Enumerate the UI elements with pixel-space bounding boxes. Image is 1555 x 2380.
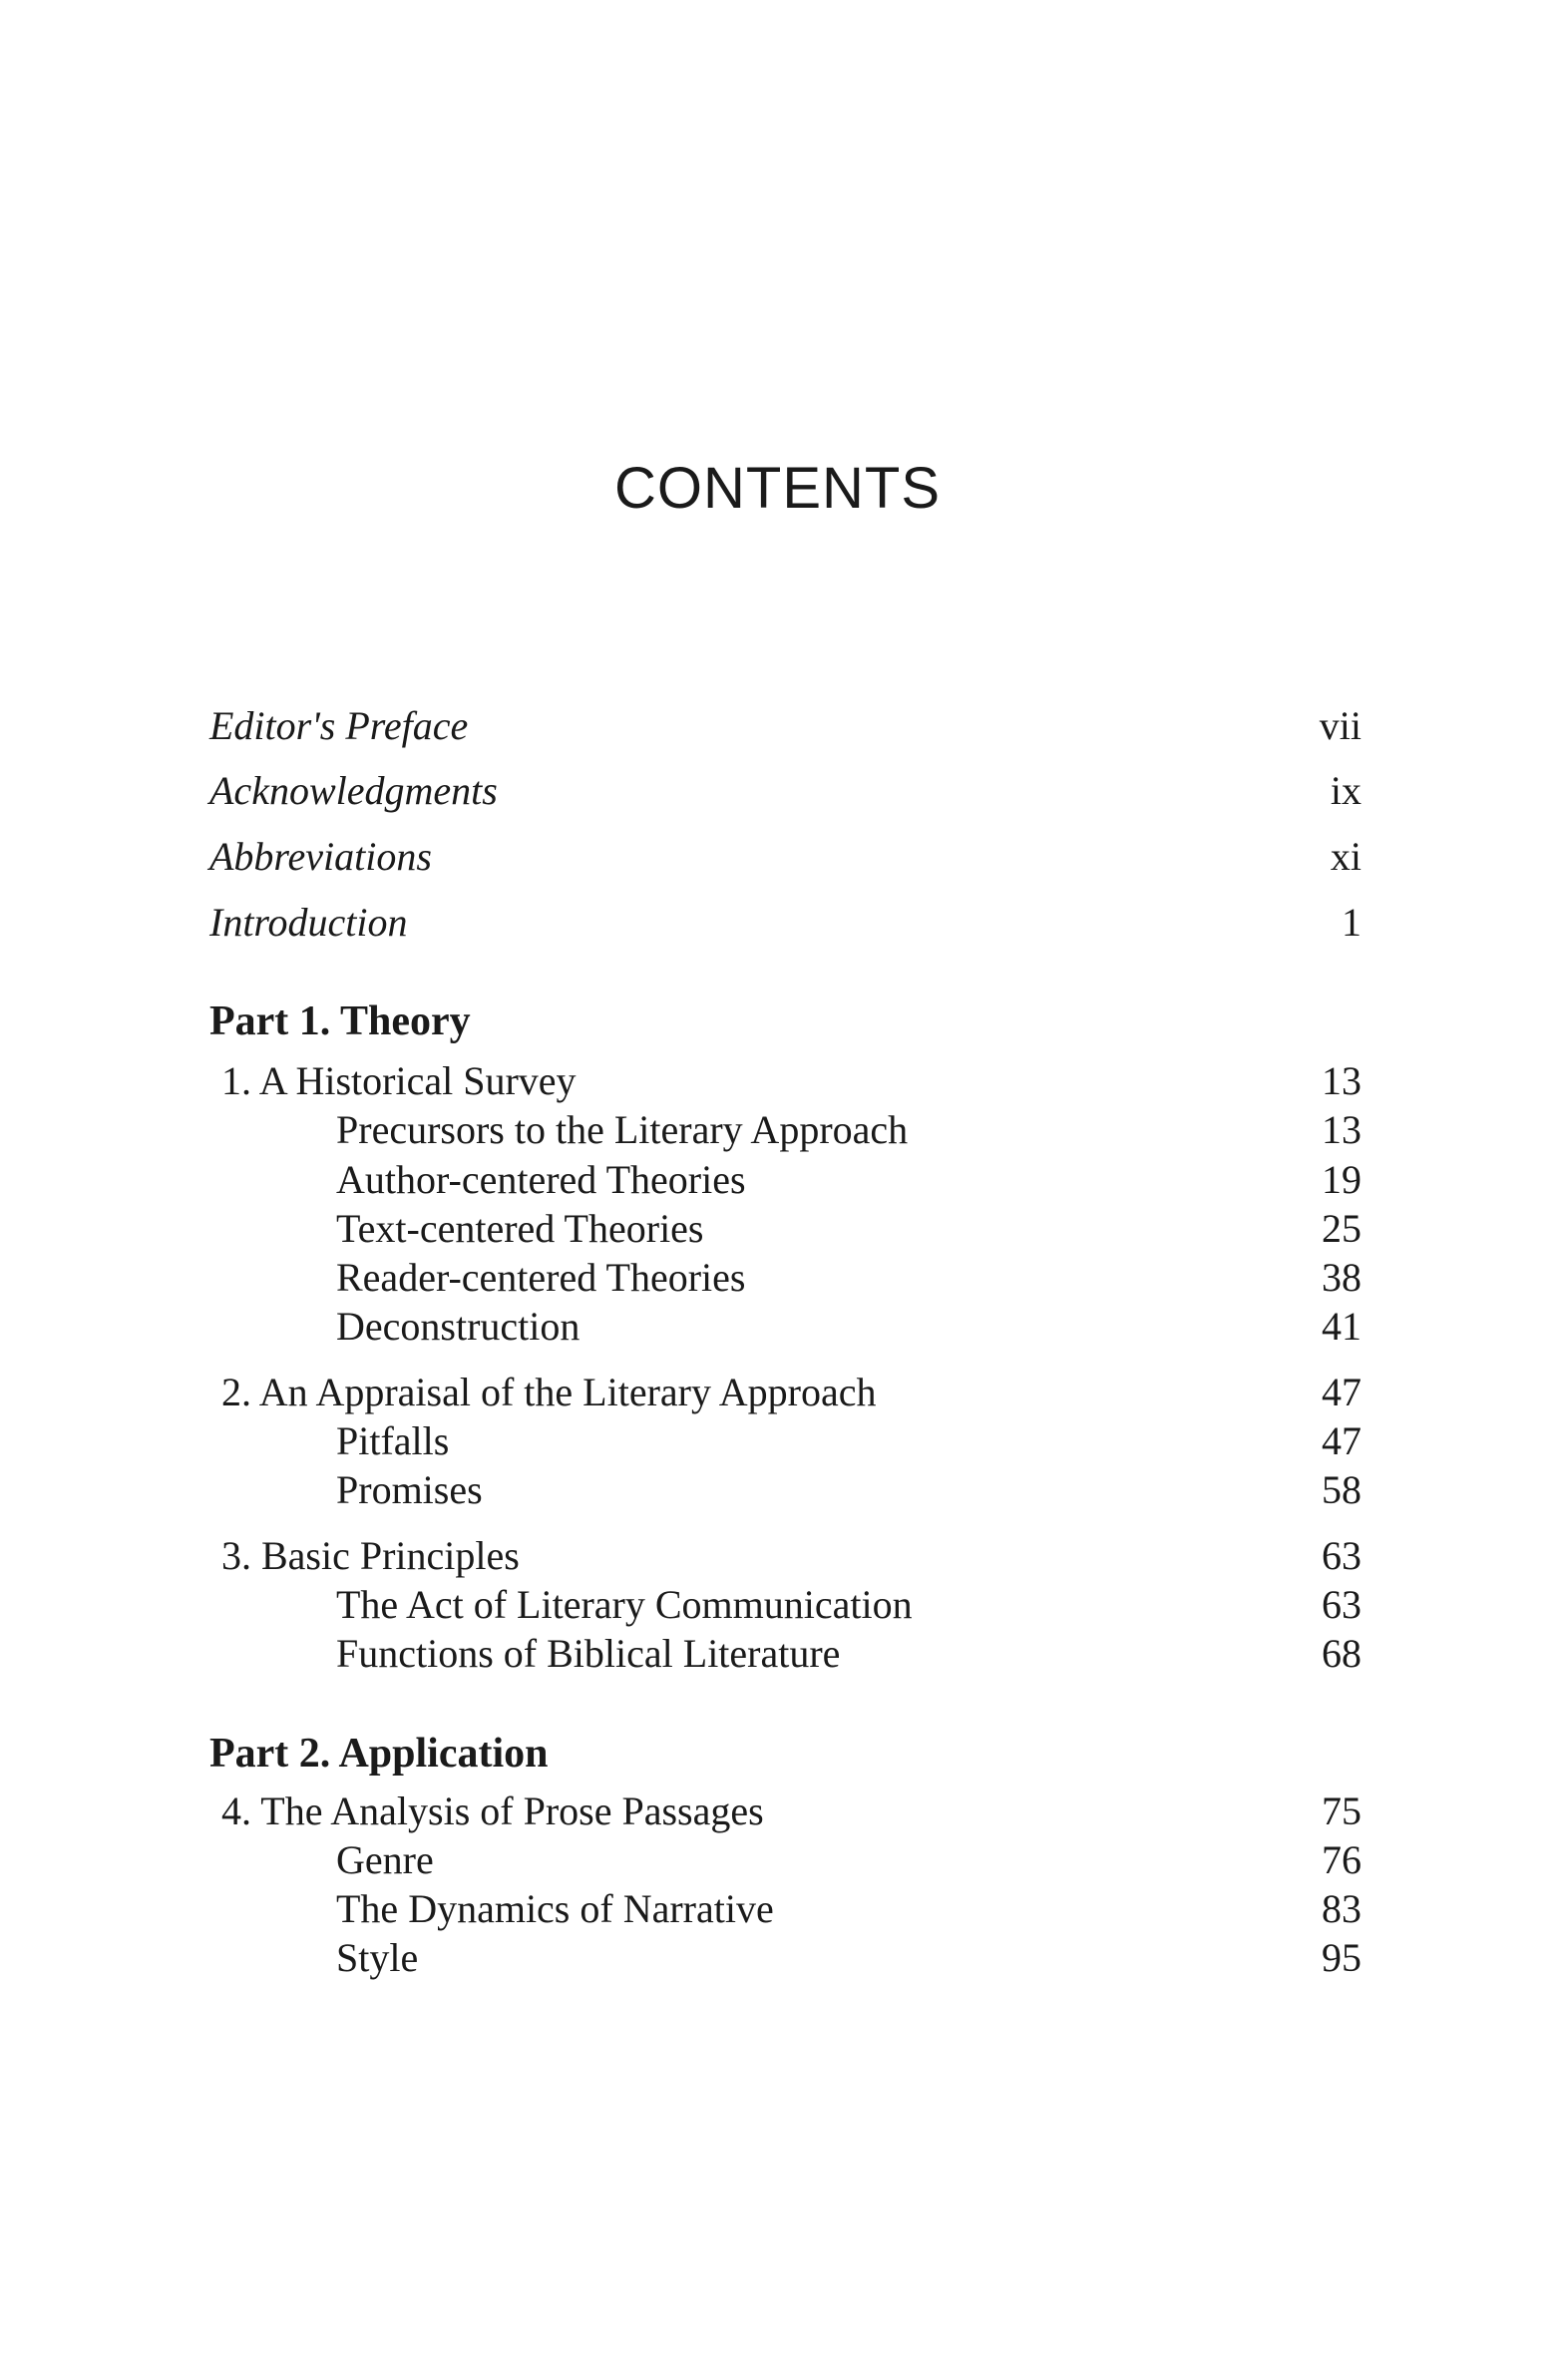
toc-chapter-3[interactable] — [0, 1531, 1555, 1581]
toc-section[interactable] — [0, 1302, 1555, 1352]
toc-section-label: Style — [336, 1935, 419, 1980]
toc-entry-label: Introduction — [209, 900, 408, 945]
toc-chapter-page: 75 — [1322, 1788, 1361, 1833]
toc-chapter-1[interactable] — [0, 1056, 1555, 1106]
toc-entry-introduction[interactable] — [0, 898, 1555, 948]
toc-section[interactable] — [0, 1204, 1555, 1254]
toc-entry-label: Abbreviations — [209, 834, 432, 879]
toc-chapter-4[interactable] — [0, 1786, 1555, 1836]
part-heading-2 — [0, 1729, 1555, 1779]
toc-section-label: Precursors to the Literary Approach — [336, 1107, 909, 1152]
toc-section[interactable] — [0, 1416, 1555, 1466]
toc-chapter-label: 3. Basic Principles — [221, 1533, 520, 1578]
toc-section-page: 38 — [1322, 1255, 1361, 1300]
toc-chapter-label: 4. The Analysis of Prose Passages — [221, 1788, 764, 1833]
part-heading-1 — [0, 996, 1555, 1046]
toc-chapter-page: 63 — [1322, 1533, 1361, 1578]
toc-entry-editors-preface[interactable] — [0, 701, 1555, 751]
toc-section-page: 41 — [1322, 1304, 1361, 1349]
toc-section-label: Promises — [336, 1467, 483, 1512]
toc-section-label: Deconstruction — [336, 1304, 581, 1349]
toc-section[interactable] — [0, 1105, 1555, 1155]
toc-section[interactable] — [0, 1835, 1555, 1885]
toc-entry-page: vii — [1319, 703, 1361, 748]
toc-section-page: 63 — [1322, 1582, 1361, 1627]
toc-chapter-page: 47 — [1322, 1370, 1361, 1414]
toc-section-label: Genre — [336, 1837, 434, 1882]
toc-section-page: 58 — [1322, 1467, 1361, 1512]
toc-entry-abbreviations[interactable] — [0, 832, 1555, 882]
toc-section[interactable] — [0, 1465, 1555, 1515]
toc-chapter-label: 2. An Appraisal of the Literary Approach — [221, 1370, 877, 1414]
toc-section-label: Author-centered Theories — [336, 1157, 746, 1202]
toc-chapter-page: 13 — [1322, 1058, 1361, 1103]
toc-entry-label: Editor's Preface — [209, 703, 469, 748]
toc-section-label: Reader-centered Theories — [336, 1255, 746, 1300]
toc-chapter-label: 1. A Historical Survey — [221, 1058, 577, 1103]
toc-section-page: 83 — [1322, 1886, 1361, 1931]
part-heading-label: Part 1. Theory — [209, 998, 471, 1044]
toc-entry-page: xi — [1330, 834, 1361, 879]
toc-entry-acknowledgments[interactable] — [0, 766, 1555, 816]
toc-section-page: 13 — [1322, 1107, 1361, 1152]
toc-section-label: Functions of Biblical Literature — [336, 1631, 841, 1676]
toc-section-page: 19 — [1322, 1157, 1361, 1202]
toc-section-label: The Dynamics of Narrative — [336, 1886, 774, 1931]
toc-section[interactable] — [0, 1884, 1555, 1934]
toc-chapter-2[interactable] — [0, 1368, 1555, 1417]
toc-section[interactable] — [0, 1933, 1555, 1983]
page-title: CONTENTS — [614, 456, 941, 521]
toc-entry-label: Acknowledgments — [209, 768, 498, 813]
toc-section-label: Text-centered Theories — [336, 1206, 704, 1251]
toc-section-label: Pitfalls — [336, 1418, 450, 1463]
toc-section-page: 76 — [1322, 1837, 1361, 1882]
toc-section[interactable] — [0, 1629, 1555, 1679]
toc-section-page: 95 — [1322, 1935, 1361, 1980]
toc-section[interactable] — [0, 1580, 1555, 1630]
toc-section-page: 68 — [1322, 1631, 1361, 1676]
toc-entry-page: 1 — [1342, 900, 1361, 945]
toc-section[interactable] — [0, 1155, 1555, 1205]
toc-section-label: The Act of Literary Communication — [336, 1582, 913, 1627]
toc-section-page: 47 — [1322, 1418, 1361, 1463]
toc-section-page: 25 — [1322, 1206, 1361, 1251]
toc-entry-page: ix — [1330, 768, 1361, 813]
toc-section[interactable] — [0, 1253, 1555, 1303]
part-heading-label: Part 2. Application — [209, 1731, 549, 1777]
